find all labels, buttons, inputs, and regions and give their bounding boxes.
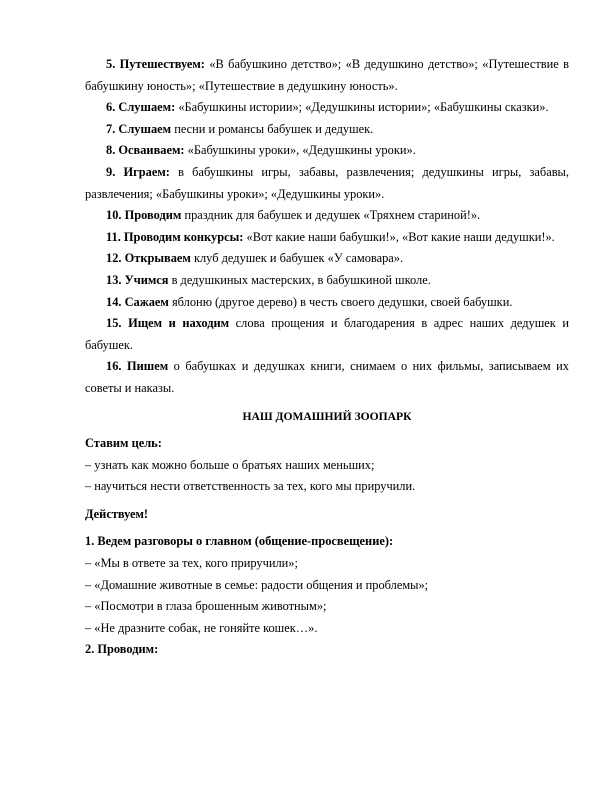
item-number: 12.: [106, 251, 122, 266]
document-page: [85, 54, 569, 661]
step1-item: – «Не дразните собак, не гоняйте кошек…».: [85, 620, 318, 635]
step2-heading: 2. Проводим:: [85, 642, 159, 657]
item-lead: Пишем: [126, 359, 169, 374]
item-text: «Бабушкины уроки», «Дедушкины уроки».: [187, 143, 416, 158]
step1-item: – «Мы в ответе за тех, кого приручили»;: [85, 556, 298, 571]
item-text: слова прощения и благодарения в адрес наших дедушек и бабушек.: [85, 316, 569, 352]
list-item-8: [85, 140, 569, 162]
item-lead: Слушаем: [118, 121, 172, 136]
item-number: 7.: [106, 121, 116, 136]
list-item-16: [85, 356, 569, 399]
list-item-10: [85, 205, 569, 227]
list-item-5: [85, 54, 569, 97]
item-lead: Осваиваем:: [118, 143, 185, 158]
item-number: 8.: [106, 143, 116, 158]
list-item-14: [85, 292, 569, 314]
list-item-6: [85, 97, 569, 119]
item-text: праздник для бабушек и дедушек «Тряхнем стариной!».: [184, 208, 481, 223]
item-lead: Ищем и находим: [128, 316, 230, 331]
item-number: 11.: [106, 229, 121, 244]
act-heading: Действуем!: [85, 506, 149, 521]
item-number: 16.: [106, 359, 122, 374]
item-text: клуб дедушек и бабушек «У самовара».: [193, 251, 404, 266]
item-number: 5.: [106, 57, 116, 71]
step1-item: – «Домашние животные в семье: радости общения и проблемы»;: [85, 577, 429, 592]
item-lead: Сажаем: [124, 294, 169, 309]
item-number: 13.: [106, 272, 122, 287]
item-lead: Путешествуем:: [119, 57, 205, 71]
item-lead: Учимся: [124, 272, 169, 287]
item-text: «В бабушкино детство»; «В дедушкино детство»; «Путешествие в бабушкину юность»; «Путешествие в дедушкину юность».: [85, 57, 569, 93]
item-number: 6.: [106, 100, 116, 115]
item-lead: Играем:: [123, 164, 170, 179]
list-item-7: [85, 119, 569, 141]
item-text: о бабушках и дедушках книги, снимаем о них фильмы, записываем их советы и наказы.: [85, 359, 569, 395]
item-number: 9.: [106, 164, 116, 179]
item-text: в дедушкиных мастерских, в бабушкиной школе.: [171, 272, 431, 287]
item-text: «Вот какие наши бабушки!», «Вот какие наши дедушки!».: [246, 229, 555, 244]
list-item-9: [85, 162, 569, 205]
item-lead: Открываем: [124, 251, 191, 266]
section-title: НАШ ДОМАШНИЙ ЗООПАРК: [242, 409, 412, 423]
item-number: 10.: [106, 208, 122, 223]
list-item-15: [85, 313, 569, 356]
goal-item: – узнать как можно больше о братьях наших меньших;: [85, 457, 375, 472]
item-text: в бабушкины игры, забавы, развлечения; дедушкины игры, забавы, развлечения; «Бабушкины уроки»; «Дедушкины уроки».: [85, 164, 569, 201]
step1-item: – «Посмотри в глаза брошенным животным»;: [85, 599, 327, 614]
list-item-11: [85, 227, 569, 249]
step1-heading: 1. Ведем разговоры о главном (общение-просвещение):: [85, 534, 394, 549]
item-lead: Проводим конкурсы:: [123, 229, 244, 244]
item-lead: Проводим: [124, 208, 182, 223]
item-number: 15.: [106, 316, 122, 331]
item-number: 14.: [106, 294, 122, 309]
item-text: песни и романсы бабушек и дедушек.: [174, 121, 374, 136]
item-lead: Слушаем:: [118, 100, 176, 115]
goal-heading: Ставим цель:: [85, 436, 162, 451]
list-item-13: [85, 270, 569, 292]
goal-item: – научиться нести ответственность за тех, кого мы приручили.: [85, 479, 416, 494]
item-text: яблоню (другое дерево) в честь своего дедушки, своей бабушки.: [171, 294, 513, 309]
list-item-12: [85, 248, 569, 270]
item-text: «Бабушкины истории»; «Дедушкины истории»; «Бабушкины сказки».: [178, 100, 549, 115]
